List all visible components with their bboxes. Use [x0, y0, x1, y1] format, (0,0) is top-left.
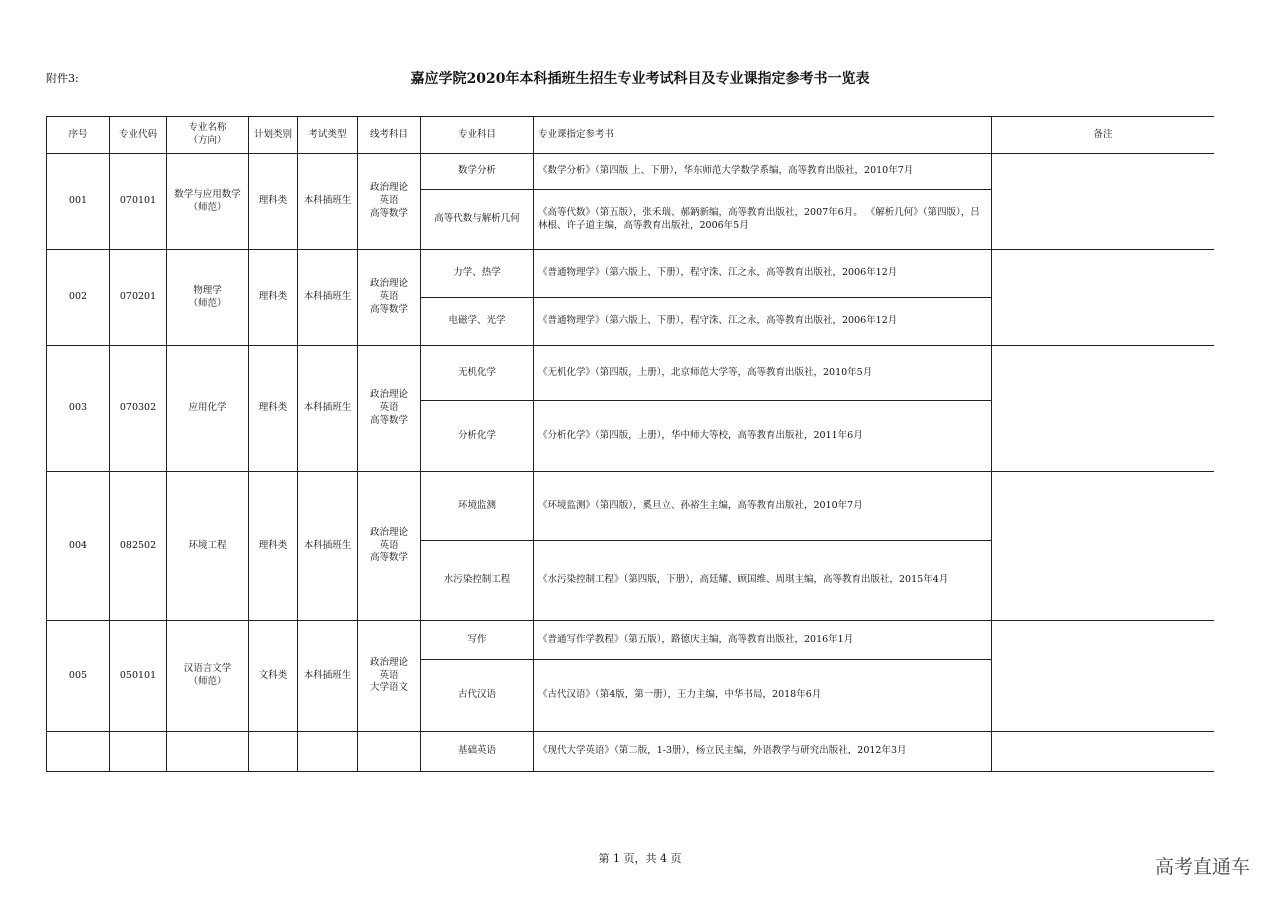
subject-name: 电磁学、光学 — [421, 298, 534, 346]
header-plan: 计划类别 — [249, 117, 298, 154]
table-row — [47, 621, 1215, 660]
header-line: 线考科目 — [358, 117, 421, 154]
major-code: 082502 — [110, 472, 167, 621]
reference-book: 《水污染控制工程》（第四版，下册），高廷耀、顾国维、周琪主编，高等教育出版社，2015年4月 — [534, 541, 992, 621]
major-code: 070302 — [110, 346, 167, 472]
major-code: 070201 — [110, 250, 167, 346]
remark-cell — [992, 250, 1215, 346]
attachment-label: 附件3: — [46, 72, 79, 85]
table-body — [47, 154, 1215, 772]
table-row — [47, 250, 1215, 298]
line-subjects: 政治理论 英语 大学语文 — [358, 621, 421, 732]
subject-name: 水污染控制工程 — [421, 541, 534, 621]
reference-book: 《普通物理学》（第六版上、下册），程守洙、江之永，高等教育出版社，2006年12月 — [534, 298, 992, 346]
line-subjects: 政治理论 英语 高等数学 — [358, 472, 421, 621]
table-container — [46, 116, 1214, 776]
line-subjects — [358, 732, 421, 772]
line-subjects: 政治理论 英语 高等数学 — [358, 154, 421, 250]
table-row — [47, 732, 1215, 772]
exam-type: 本科插班生 — [298, 250, 358, 346]
major-code — [110, 732, 167, 772]
reference-book: 《数学分析》（第四版 上、下册），华东师范大学数学系编，高等教育出版社，2010年7月 — [534, 154, 992, 190]
subject-name: 力学、热学 — [421, 250, 534, 298]
plan-type — [249, 732, 298, 772]
plan-type: 理科类 — [249, 472, 298, 621]
subject-name: 数学分析 — [421, 154, 534, 190]
page-title: 嘉应学院2020年本科插班生招生专业考试科目及专业课指定参考书一览表 — [410, 71, 870, 87]
watermark: 高考直通车 — [1154, 856, 1250, 878]
major-seq: 003 — [47, 346, 110, 472]
major-name: 应用化学 — [167, 346, 249, 472]
remark-cell — [992, 346, 1215, 472]
header-name: 专业名称 （方向） — [167, 117, 249, 154]
remark-cell — [992, 154, 1215, 250]
subject-name: 基础英语 — [421, 732, 534, 772]
table-row — [47, 346, 1215, 401]
exam-type: 本科插班生 — [298, 472, 358, 621]
subject-name: 无机化学 — [421, 346, 534, 401]
major-name: 物理学 （师范） — [167, 250, 249, 346]
major-seq: 001 — [47, 154, 110, 250]
table-row — [47, 472, 1215, 541]
line-subjects: 政治理论 英语 高等数学 — [358, 346, 421, 472]
major-name: 汉语言文学 （师范） — [167, 621, 249, 732]
header-code: 专业代码 — [110, 117, 167, 154]
reference-book: 《高等代数》（第五版），张禾瑞、郝鈵新编，高等教育出版社，2007年6月。 《解析几何》（第四版），吕林根、许子道主编，高等教育出版社，2006年5月 — [534, 190, 992, 250]
major-seq: 004 — [47, 472, 110, 621]
exam-type — [298, 732, 358, 772]
header-row — [47, 117, 1215, 154]
subjects-table — [46, 116, 1214, 772]
exam-type: 本科插班生 — [298, 154, 358, 250]
exam-type: 本科插班生 — [298, 621, 358, 732]
reference-book: 《普通物理学》（第六版上、下册），程守洙、江之永，高等教育出版社，2006年12月 — [534, 250, 992, 298]
reference-book: 《分析化学》（第四版，上册），华中师大等校，高等教育出版社，2011年6月 — [534, 401, 992, 472]
major-name — [167, 732, 249, 772]
major-code: 050101 — [110, 621, 167, 732]
plan-type: 文科类 — [249, 621, 298, 732]
subject-name: 写作 — [421, 621, 534, 660]
major-seq: 005 — [47, 621, 110, 732]
major-seq: 002 — [47, 250, 110, 346]
plan-type: 理科类 — [249, 250, 298, 346]
header-seq: 序号 — [47, 117, 110, 154]
header-remark: 备注 — [992, 117, 1215, 154]
remark-cell — [992, 621, 1215, 732]
line-subjects: 政治理论 英语 高等数学 — [358, 250, 421, 346]
table-row — [47, 154, 1215, 190]
header-book: 专业课指定参考书 — [534, 117, 992, 154]
subject-name: 环境监测 — [421, 472, 534, 541]
reference-book: 《普通写作学教程》（第五版），路德庆主编，高等教育出版社，2016年1月 — [534, 621, 992, 660]
reference-book: 《现代大学英语》（第二版，1-3册），杨立民主编，外语教学与研究出版社，2012年3月 — [534, 732, 992, 772]
major-code: 070101 — [110, 154, 167, 250]
major-name: 数学与应用数学 （师范） — [167, 154, 249, 250]
header-subject: 专业科目 — [421, 117, 534, 154]
subject-name: 高等代数与解析几何 — [421, 190, 534, 250]
page-footer: 第 1 页，共 4 页 — [598, 852, 682, 865]
plan-type: 理科类 — [249, 346, 298, 472]
major-name: 环境工程 — [167, 472, 249, 621]
major-seq — [47, 732, 110, 772]
reference-book: 《古代汉语》（第4版，第一册），王力主编，中华书局，2018年6月 — [534, 660, 992, 732]
reference-book: 《环境监测》（第四版），奚旦立、孙裕生主编，高等教育出版社，2010年7月 — [534, 472, 992, 541]
subject-name: 分析化学 — [421, 401, 534, 472]
remark-cell — [992, 472, 1215, 621]
exam-type: 本科插班生 — [298, 346, 358, 472]
header-exam: 考试类型 — [298, 117, 358, 154]
reference-book: 《无机化学》（第四版，上册），北京师范大学等，高等教育出版社，2010年5月 — [534, 346, 992, 401]
subject-name: 古代汉语 — [421, 660, 534, 732]
plan-type: 理科类 — [249, 154, 298, 250]
remark-cell — [992, 732, 1215, 772]
